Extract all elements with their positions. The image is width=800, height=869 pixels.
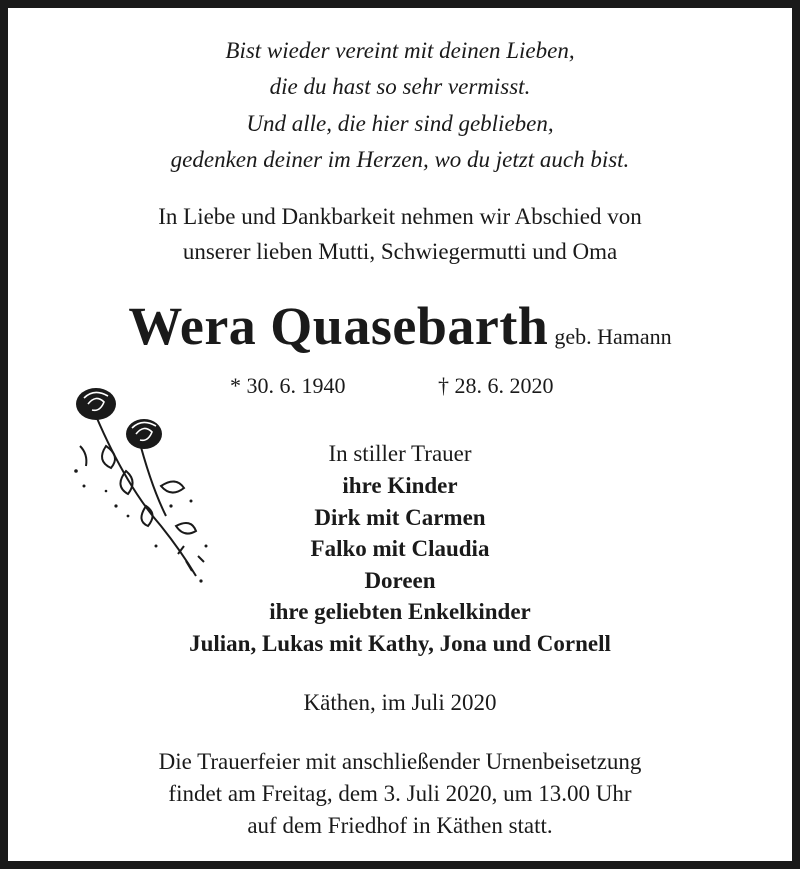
funeral-line-3: auf dem Friedhof in Käthen statt. [247,813,553,838]
poem-line-4: gedenken deiner im Herzen, wo du jetzt auch bist. [170,147,630,172]
grandchildren-label: ihre geliebten Enkelkinder [269,599,531,624]
poem-line-3: Und alle, die hier sind geblieben, [246,111,554,136]
funeral-line-2: findet am Freitag, dem 3. Juli 2020, um 13.00 Uhr [168,781,632,806]
poem-line-2: die du hast so sehr vermisst. [269,74,531,99]
mourners-heading: In stiller Trauer [328,441,472,466]
grandchildren-names: Julian, Lukas mit Kathy, Jona und Cornell [189,631,611,656]
poem-line-1: Bist wieder vereint mit deinen Lieben, [225,38,575,63]
intro-line-1: In Liebe und Dankbarkeit nehmen wir Abschied von [158,204,642,229]
child-3: Doreen [364,568,436,593]
child-1: Dirk mit Carmen [314,505,486,530]
deceased-name-row [8,295,792,357]
place-date: Käthen, im Juli 2020 [303,690,497,715]
child-2: Falko mit Claudia [310,536,490,561]
deceased-name: Wera Quasebarth [128,296,549,356]
birth-date: * 30. 6. 1940 [230,373,346,398]
funeral-line-1: Die Trauerfeier mit anschließender Urnenbeisetzung [158,749,642,774]
intro-line-2: unserer lieben Mutti, Schwiegermutti und Oma [182,239,618,264]
birth-name: geb. Hamann [554,324,672,349]
death-date: † 28. 6. 2020 [438,373,554,398]
children-label: ihre Kinder [342,473,458,498]
